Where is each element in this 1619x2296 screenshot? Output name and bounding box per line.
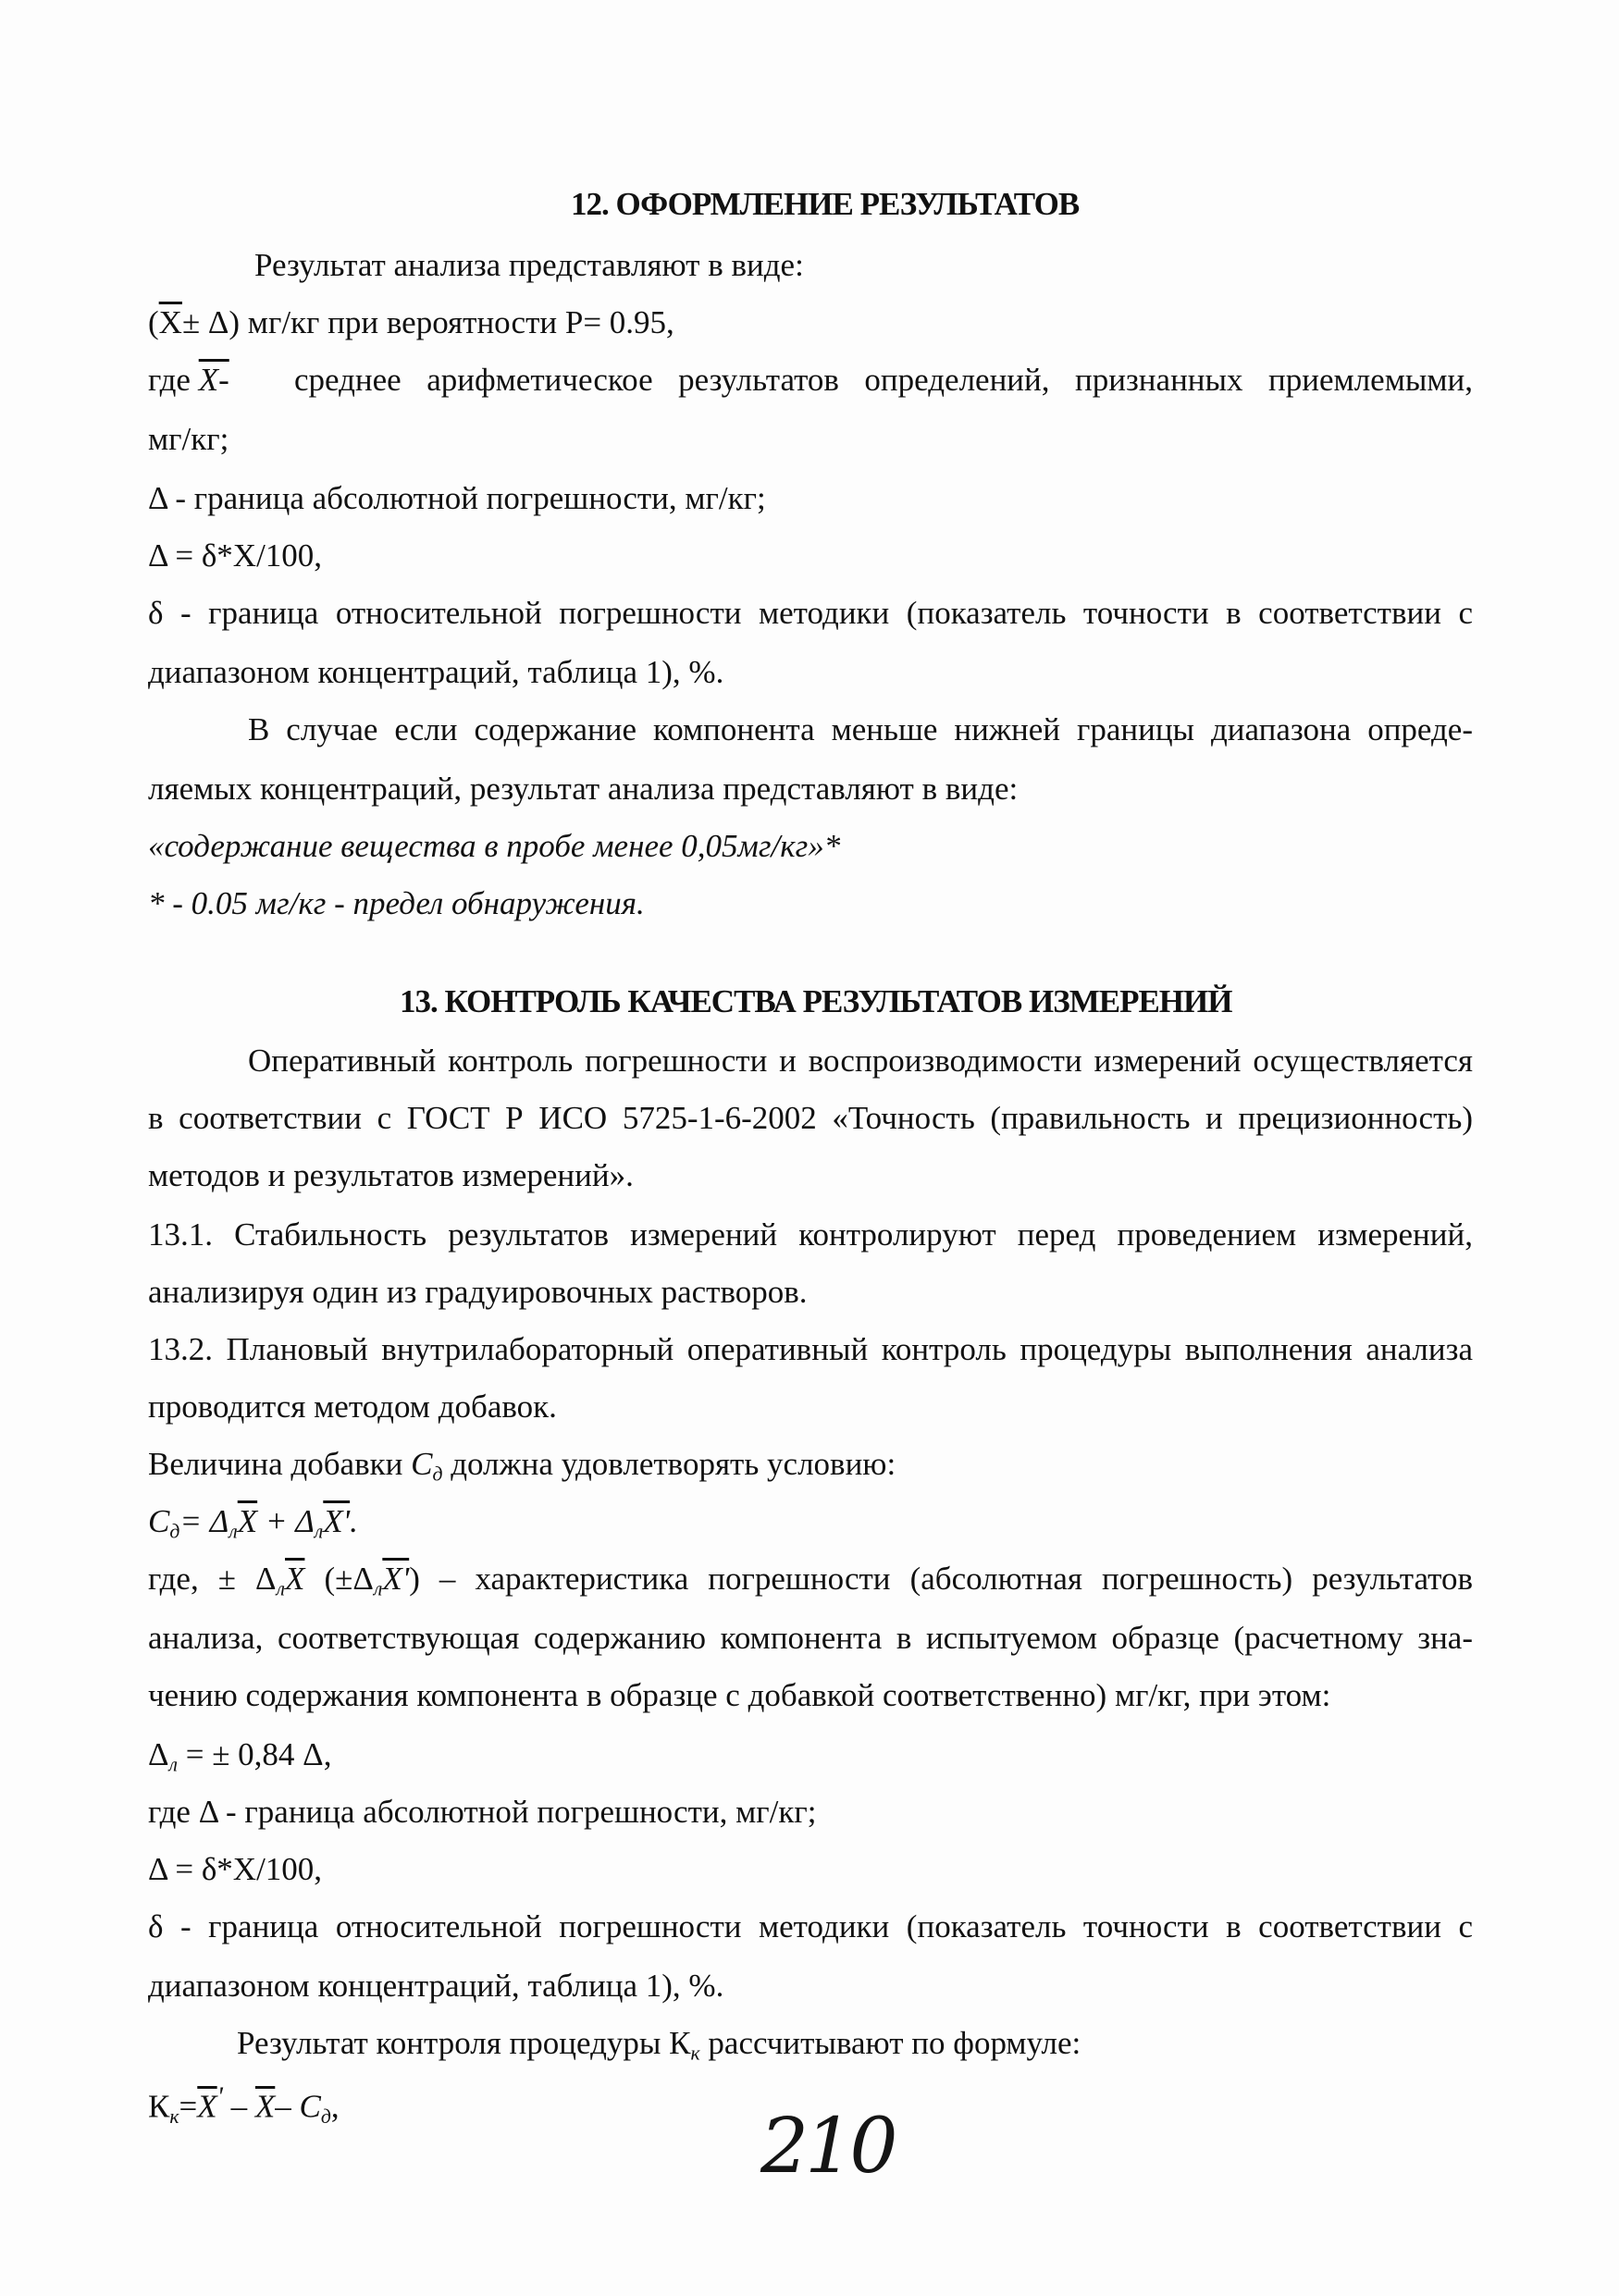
case-line-2: ляемых концентраций, результат анализа представляют в виде: xyxy=(148,771,1019,807)
section-13-p1-line-1: Оперативный контроль погрешности и воспроизводимости измерений осуществляется xyxy=(248,1043,1473,1079)
delta-l-formula xyxy=(148,1735,331,1777)
cd-x2: X' xyxy=(323,1503,351,1539)
cd-end: . xyxy=(350,1503,358,1539)
kk-minus: – xyxy=(230,2088,248,2125)
quote-line: «содержание вещества в пробе менее 0,05мг/кг»* xyxy=(148,828,841,864)
where2-x2: X' xyxy=(382,1561,410,1597)
footnote: * - 0.05 мг/кг - предел обнаружения. xyxy=(148,885,645,921)
kk-pre: Результат контроля процедуры К xyxy=(237,2025,691,2061)
cd-s2: л xyxy=(314,1520,324,1543)
kk-c-sub: д xyxy=(320,2105,331,2129)
result-formula xyxy=(148,303,674,342)
formula-x-mean: Х xyxy=(158,304,182,340)
where2-mid: (±Δ xyxy=(324,1561,374,1597)
delta-small-2-line-1: δ - граница относительной погрешности методики (показатель точности в соответствии с xyxy=(148,1908,1473,1944)
where2-x1: $\overline{X}$ xyxy=(285,1561,305,1597)
where-2-line-3: чению содержания компонента в образце с добавкой соответственно) мг/кг, при этом: xyxy=(148,1677,1331,1713)
item-13-1-line-1: 13.1. Стабильность результатов измерений контролируют перед проведением измерений, xyxy=(148,1216,1473,1253)
cd-s1: л xyxy=(229,1520,238,1543)
section-13-p1-line-2: в соответствии с ГОСТ Р ИСО 5725-1-6-2002 «Точность (правильность и прецизионность) xyxy=(148,1100,1473,1136)
where-2-line-1 xyxy=(148,1560,1473,1601)
item-13-1-line-2: анализируя один из градуировочных растворов. xyxy=(148,1274,808,1310)
where-word: где xyxy=(148,362,191,398)
delta-l-rest: = ± 0,84 Δ, xyxy=(185,1736,332,1772)
cd-formula xyxy=(148,1502,358,1544)
kk-k-sub: к xyxy=(169,2105,179,2129)
kk-eq: = xyxy=(179,2088,198,2125)
cd-x1: $\overline{X}$ xyxy=(237,1503,258,1539)
kk-x1-sup: ' xyxy=(216,2082,223,2112)
cd-plus: + Δ xyxy=(265,1503,315,1539)
kk-end: , xyxy=(330,2088,340,2125)
kk-formula xyxy=(148,2081,340,2129)
section-13-heading: 13. КОНТРОЛЬ КАЧЕСТВА РЕЗУЛЬТАТОВ ИЗМЕРЕНИЙ xyxy=(400,983,1232,1019)
cd-c-sub: д xyxy=(169,1520,180,1543)
addition-pre: Величина добавки xyxy=(148,1446,403,1482)
kk-post: рассчитывают по формуле: xyxy=(708,2025,1081,2061)
where-x-line-a xyxy=(148,361,229,400)
delta-small-line-1: δ - граница относительной погрешности методики (показатель точности в соответствии с xyxy=(148,595,1473,631)
section-12-line-1: Результат анализа представляют в виде: xyxy=(254,247,804,283)
item-13-2-line-2: проводится методом добавок. xyxy=(148,1389,557,1425)
delta-l-sub: л xyxy=(168,1753,178,1776)
where2-rest: ) – характеристика погрешности (абсолютная погрешность) результатов xyxy=(409,1561,1474,1597)
kk-k: К xyxy=(148,2088,170,2125)
where2-s2: л xyxy=(373,1577,383,1600)
section-12-heading: 12. ОФОРМЛЕНИЕ РЕЗУЛЬТАТОВ xyxy=(571,186,1080,222)
unit-line: мг/кг; xyxy=(148,421,229,457)
addition-sub: д xyxy=(432,1463,443,1486)
delta-definition: Δ - граница абсолютной погрешности, мг/кг; xyxy=(148,480,766,516)
kk-x1: $\overline{X}$ xyxy=(197,2088,217,2125)
cd-eq: = Δ xyxy=(179,1503,229,1539)
delta-small-2-line-2: диапазоном концентраций, таблица 1), %. xyxy=(148,1968,724,2004)
formula-rest: ± Δ) мг/кг при вероятности Р= 0.95, xyxy=(181,304,674,340)
where2-s1: л xyxy=(276,1577,286,1600)
where2-gde: где, ± Δ xyxy=(148,1561,277,1597)
case-line-1: В случае если содержание компонента меньше нижней границы диапазона опреде- xyxy=(248,711,1473,747)
addition-condition xyxy=(148,1445,896,1487)
cd-c: С xyxy=(148,1503,170,1539)
where-x-line-b: среднее арифметическое результатов определений, признанных приемлемыми, xyxy=(294,362,1473,398)
delta-small-line-2: диапазоном концентраций, таблица 1), %. xyxy=(148,654,724,690)
delta-l-d: Δ xyxy=(148,1736,169,1772)
section-13-p1-line-3: методов и результатов измерений». xyxy=(148,1157,634,1193)
kk-description xyxy=(237,2024,1081,2066)
where-2-line-2: анализа, соответствующая содержанию компонента в испытуемом образце (расчетному зна- xyxy=(148,1620,1473,1656)
delta-equation: Δ = δ*Х/100, xyxy=(148,537,323,574)
addition-post: должна удовлетворять условию: xyxy=(451,1446,896,1482)
kk-sub: к xyxy=(690,2042,700,2065)
delta-definition-2: где Δ - граница абсолютной погрешности, мг/кг; xyxy=(148,1794,817,1830)
kk-x2: $\overline{X}$ xyxy=(254,2088,276,2125)
delta-equation-2: Δ = δ*Х/100, xyxy=(148,1851,323,1887)
kk-minus2: – С xyxy=(275,2088,321,2125)
where-x: X- xyxy=(198,362,229,398)
page-number: 210 xyxy=(760,2103,895,2191)
addition-symbol: С xyxy=(411,1446,433,1482)
item-13-2-line-1: 13.2. Плановый внутрилабораторный оперативный контроль процедуры выполнения анализа xyxy=(148,1331,1473,1367)
formula-open: ( xyxy=(148,304,159,340)
